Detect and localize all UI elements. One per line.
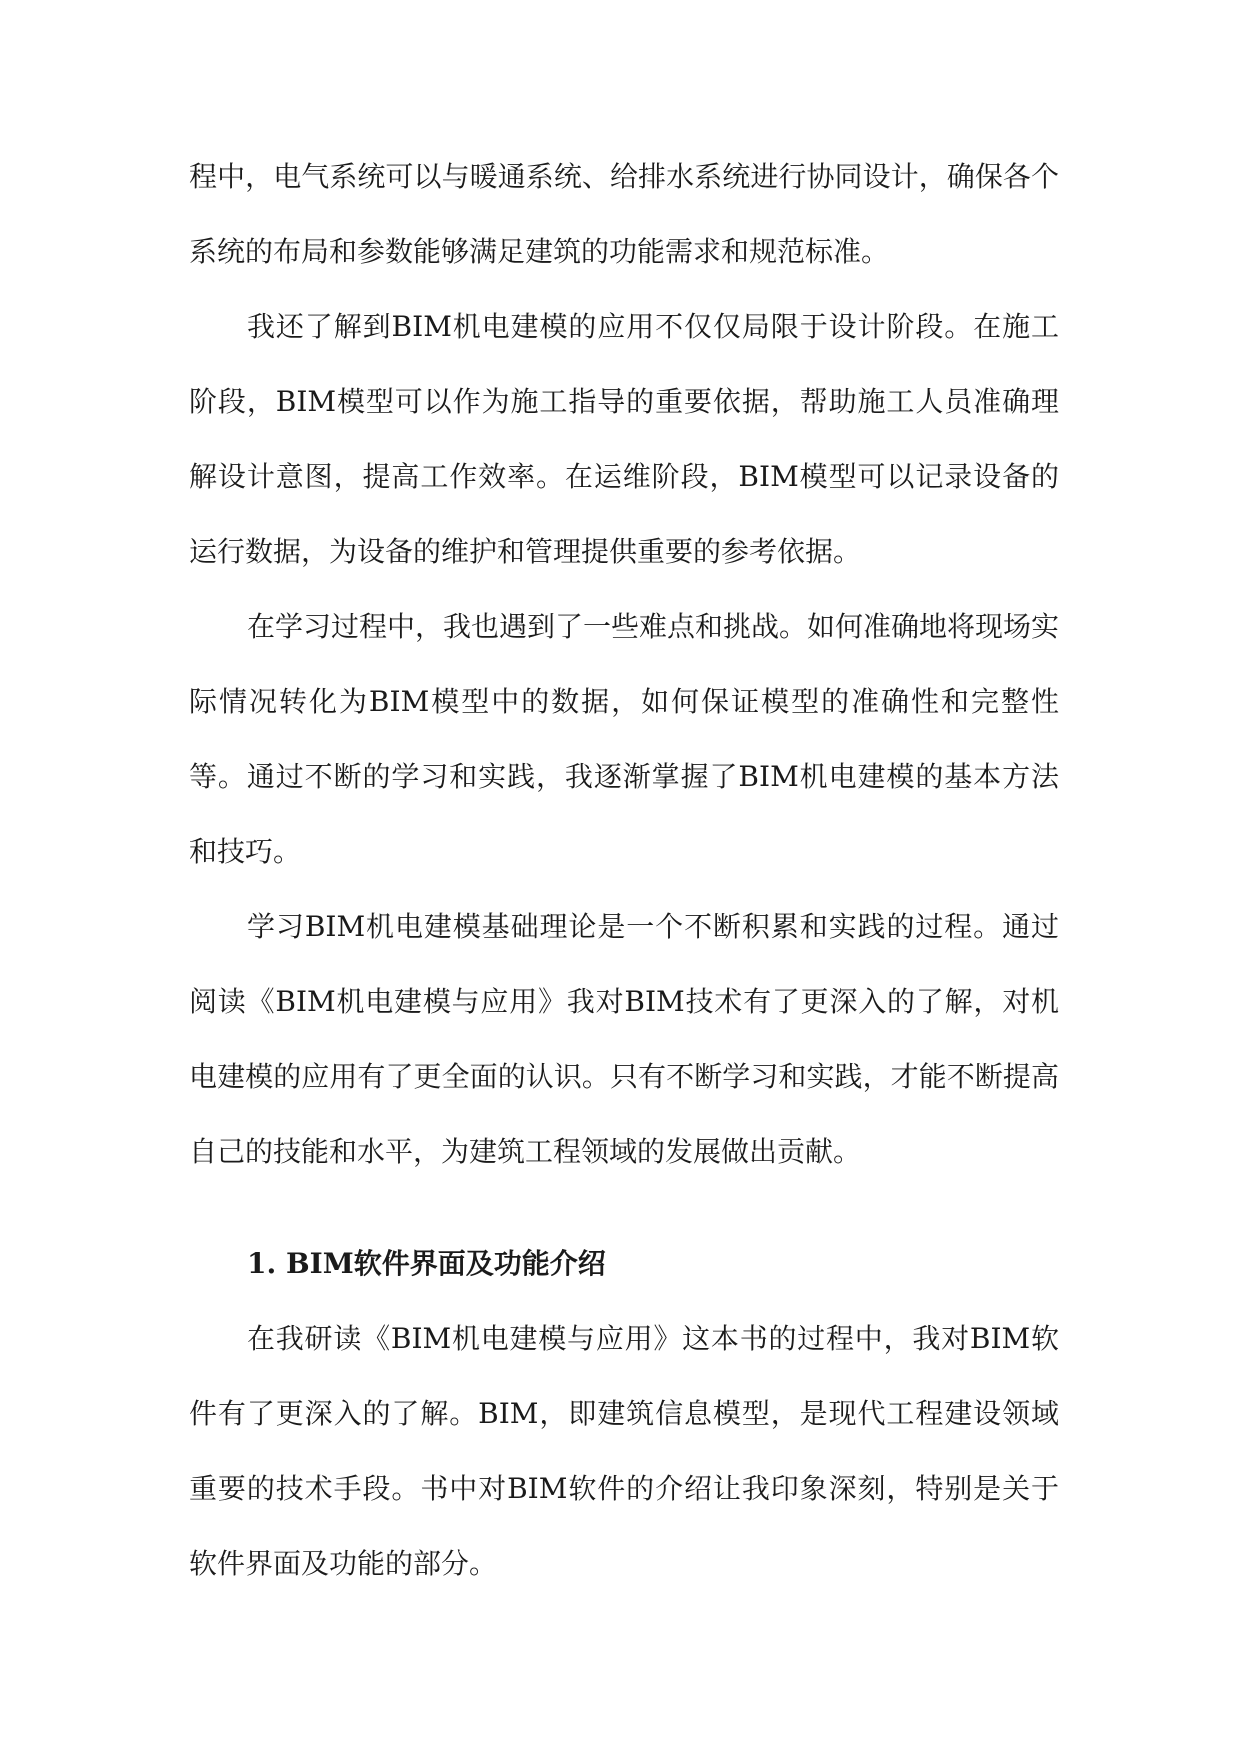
paragraph-continued: 程中，电气系统可以与暖通系统、给排水系统进行协同设计，确保各个系统的布局和参数能够满足建筑的功能需求和规范标准。: [189, 160, 1059, 268]
section-paragraph: 在我研读《BIM机电建模与应用》这本书的过程中，我对BIM软件有了更深入的了解。BIM，即建筑信息模型，是现代工程建设领域重要的技术手段。书中对BIM软件的介绍让我印象深刻，特别是关于软件界面及功能的部分。: [189, 1322, 1059, 1580]
page-content: [189, 139, 1059, 1601]
paragraph-summary: 学习BIM机电建模基础理论是一个不断积累和实践的过程。通过阅读《BIM机电建模与应用》我对BIM技术有了更深入的了解，对机电建模的应用有了更全面的认识。只有不断学习和实践，才能不断提高自己的技能和水平，为建筑工程领域的发展做出贡献。: [189, 910, 1059, 1168]
section-heading: 1. BIM软件界面及功能介绍: [247, 1247, 606, 1280]
section-spacer: [189, 1189, 1059, 1226]
paragraph-application-stages: 我还了解到BIM机电建模的应用不仅仅局限于设计阶段。在施工阶段，BIM模型可以作为施工指导的重要依据，帮助施工人员准确理解设计意图，提高工作效率。在运维阶段，BIM模型可以记录设备的运行数据，为设备的维护和管理提供重要的参考依据。: [189, 310, 1059, 568]
paragraph-challenges: 在学习过程中，我也遇到了一些难点和挑战。如何准确地将现场实际情况转化为BIM模型中的数据，如何保证模型的准确性和完整性等。通过不断的学习和实践，我逐渐掌握了BIM机电建模的基本方法和技巧。: [189, 610, 1060, 868]
